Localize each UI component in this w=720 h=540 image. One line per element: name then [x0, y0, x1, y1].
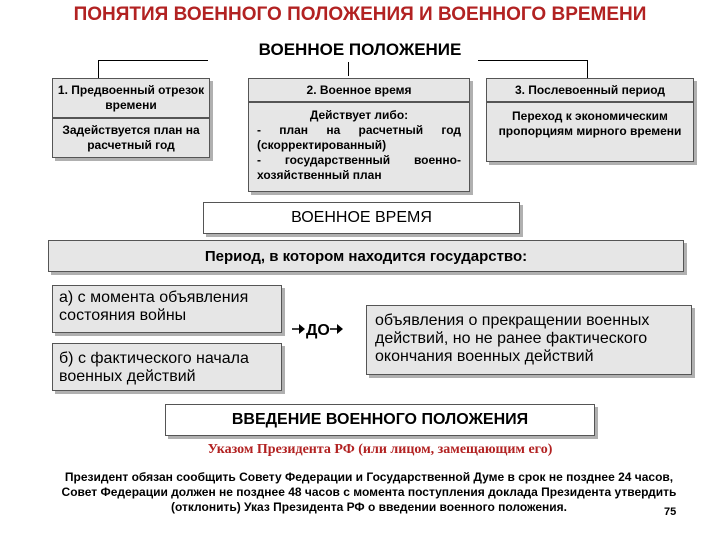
wartime-heading: ВОЕННОЕ ВРЕМЯ	[291, 209, 432, 226]
connector-left-horizontal	[98, 60, 208, 61]
introduction-note: Президент обязан сообщить Совету Федерации и Государственной Думе в срок не позднее 24 часов, Совет Федерации должен не позднее 48 часов с момента поступления доклада Президента утвердить (отклонить) Указ Президента РФ о введении военного положения.	[61, 470, 677, 514]
page-title: ПОНЯТИЯ ВОЕННОГО ПОЛОЖЕНИЯ И ВОЕННОГО ВРЕМЕНИ	[73, 4, 647, 25]
connector-left-vertical	[98, 60, 99, 78]
stage-3-desc-box	[486, 102, 694, 162]
wartime-period: Период, в котором находится государство:	[204, 248, 528, 265]
stage-3-label-box	[486, 78, 694, 102]
until-connector	[292, 322, 364, 344]
arrow-right-icon	[330, 322, 344, 336]
stage-1-label-box	[52, 78, 210, 118]
introduction-decree: Указом Президента РФ (или лицом, замещающим его)	[207, 442, 553, 457]
arrow-right-icon	[292, 322, 306, 336]
martial-law-heading: ВОЕННОЕ ПОЛОЖЕНИЕ	[258, 40, 462, 59]
wartime-from-a-box	[52, 285, 282, 333]
wartime-until-text: объявления о прекращении военных действий, но не ранее фактического окончания военных действий	[375, 312, 650, 365]
wartime-heading-box	[203, 202, 520, 234]
stage-1-label: 1. Предвоенный отрезок времени	[57, 83, 205, 112]
stage-1-desc-box	[52, 118, 210, 158]
introduction-heading: ВВЕДЕНИЕ ВОЕННОГО ПОЛОЖЕНИЯ	[231, 411, 529, 428]
stage-2-desc-line-2: - государственный военно-хозяйственный план	[257, 153, 461, 182]
stage-2-label-box	[248, 78, 470, 102]
wartime-from-b-box	[52, 343, 282, 391]
stage-3-desc: Переход к экономическим пропорциям мирного времени	[498, 109, 682, 138]
introduction-heading-box	[165, 404, 595, 436]
wartime-from-a: а) с момента объявления состояния войны	[59, 289, 249, 324]
stage-2-desc-line-1: - план на расчетный год (скорректированный)	[257, 123, 461, 152]
stage-2-label: 2. Военное время	[306, 83, 412, 97]
connector-right-vertical	[587, 60, 588, 78]
page-number: 75	[664, 506, 677, 518]
wartime-period-box	[48, 240, 684, 272]
stage-1-desc: Задействуется план на расчетный год	[62, 123, 200, 152]
stage-2-desc-box	[248, 102, 470, 192]
connector-right-horizontal	[478, 60, 588, 61]
connector-center-vertical	[348, 62, 349, 76]
wartime-until-box	[366, 305, 692, 375]
wartime-from-b: б) с фактического начала военных действий	[59, 350, 249, 385]
until-word: ДО	[306, 322, 330, 339]
stage-2-desc-title: Действует либо:	[309, 108, 409, 122]
stage-3-label: 3. Послевоенный период	[514, 83, 666, 97]
